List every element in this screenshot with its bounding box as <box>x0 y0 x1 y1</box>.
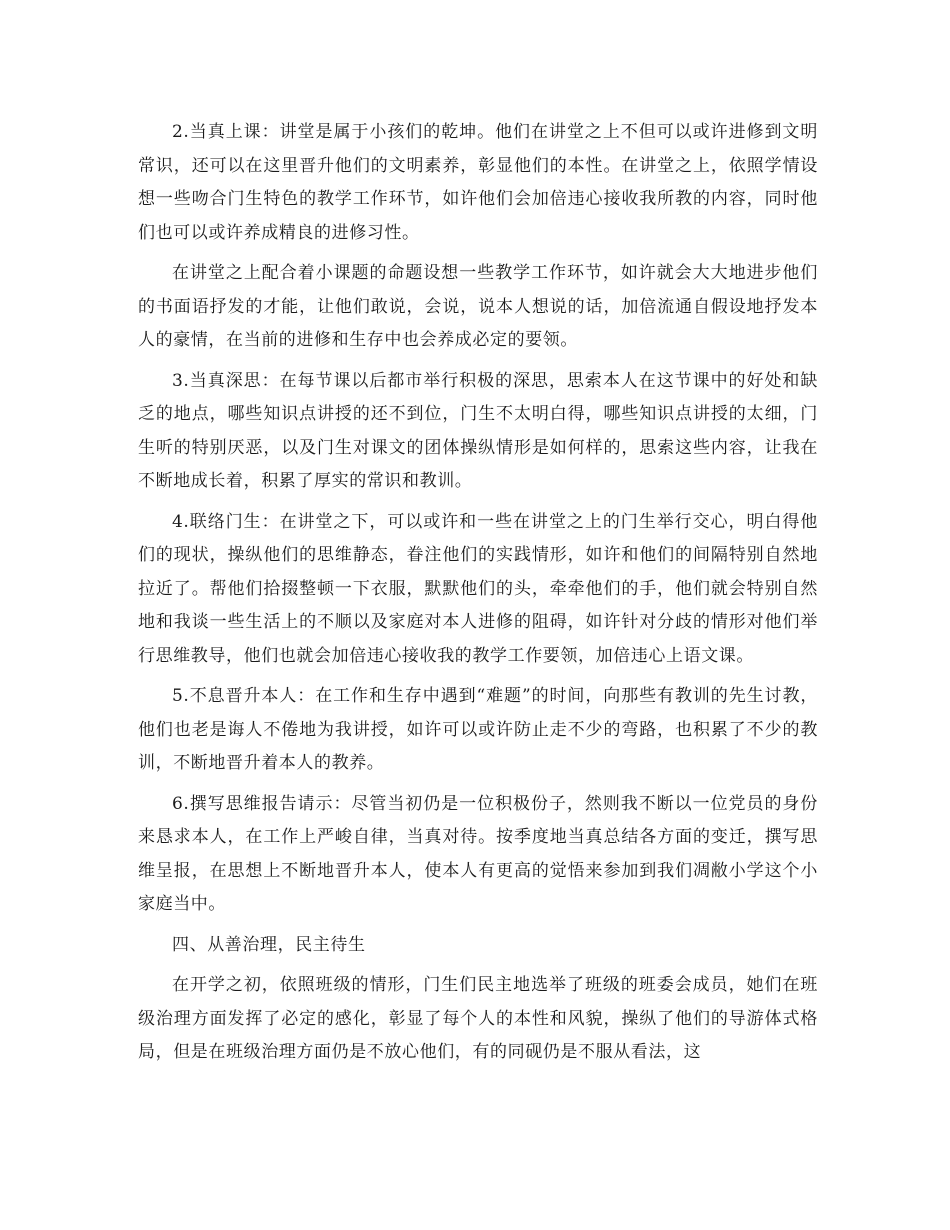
document-body <box>138 116 818 1077</box>
paragraph-small-topic-design: 在讲堂之上配合着小课题的命题设想一些教学工作环节，如许就会大大地进步他们的书面语抒发的才能，让他们敢说，会说，说本人想说的话，加倍流通自假设地抒发本人的豪情，在当前的进修和生存中也会养成必定的要领。 <box>138 263 818 350</box>
paragraph-item-2-attentive-teaching: 2.当真上课：讲堂是属于小孩们的乾坤。他们在讲堂之上不但可以或许进修到文明常识，还可以在这里晋升他们的文明素养，彰显他们的本性。在讲堂之上，依照学情设想一些吻合门生特色的教学工作环节，如许他们会加倍违心接收我所教的内容，同时他们也可以或许养成精良的进修习性。 <box>138 122 818 243</box>
paragraph-item-6-thought-report: 6.撰写思维报告请示：尽管当初仍是一位积极份子，然则我不断以一位党员的身份来恳求本人，在工作上严峻自律，当真对待。按季度地当真总结各方面的变迁，撰写思维呈报，在思想上不断地晋升本人，使本人有更高的觉悟来参加到我们凋敝小学这个小家庭当中。 <box>138 793 818 914</box>
paragraph-item-4-contact-students: 4.联络门生：在讲堂之下，可以或许和一些在讲堂之上的门生举行交心，明白得他们的现状，操纵他们的思维静态，眷注他们的实践情形，如许和他们的间隔特别自然地拉近了。帮他们拾掇整顿一下衣服，默默他们的头，牵牵他们的手，他们就会特别自然地和我谈一些生活上的不顺以及家庭对本人进修的阻碍，如许针对分歧的情形对他们举行思维教导，他们也就会加倍违心接收我的教学工作要领，加倍违心上语文课。 <box>138 511 818 666</box>
paragraph-item-3-reflection: 3.当真深思：在每节课以后都市举行积极的深思，思索本人在这节课中的好处和缺乏的地点，哪些知识点讲授的还不到位，门生不太明白得，哪些知识点讲授的太细，门生听的特别厌恶，以及门生对课文的团体操纵情形是如何样的，思索这些内容，让我在不断地成长着，积累了厚实的常识和教训。 <box>138 370 818 491</box>
paragraph-item-5-self-improvement: 5.不息晋升本人：在工作和生存中遇到“难题”的时间，向那些有教训的先生讨教，他们也老是诲人不倦地为我讲授，如许可以或许防止走不少的弯路，也积累了不少的教训，不断地晋升着本人的教养。 <box>138 686 818 773</box>
paragraph-class-management: 在开学之初，依照班级的情形，门生们民主地选举了班级的班委会成员，她们在班级治理方面发挥了必定的感化，彰显了每个人的本性和风貌，操纵了他们的导游体式格局，但是在班级治理方面仍是不放心他们，有的同砚仍是不服从看法，这 <box>138 975 818 1062</box>
section-heading-4: 四、从善治理，民主待生 <box>172 934 366 955</box>
